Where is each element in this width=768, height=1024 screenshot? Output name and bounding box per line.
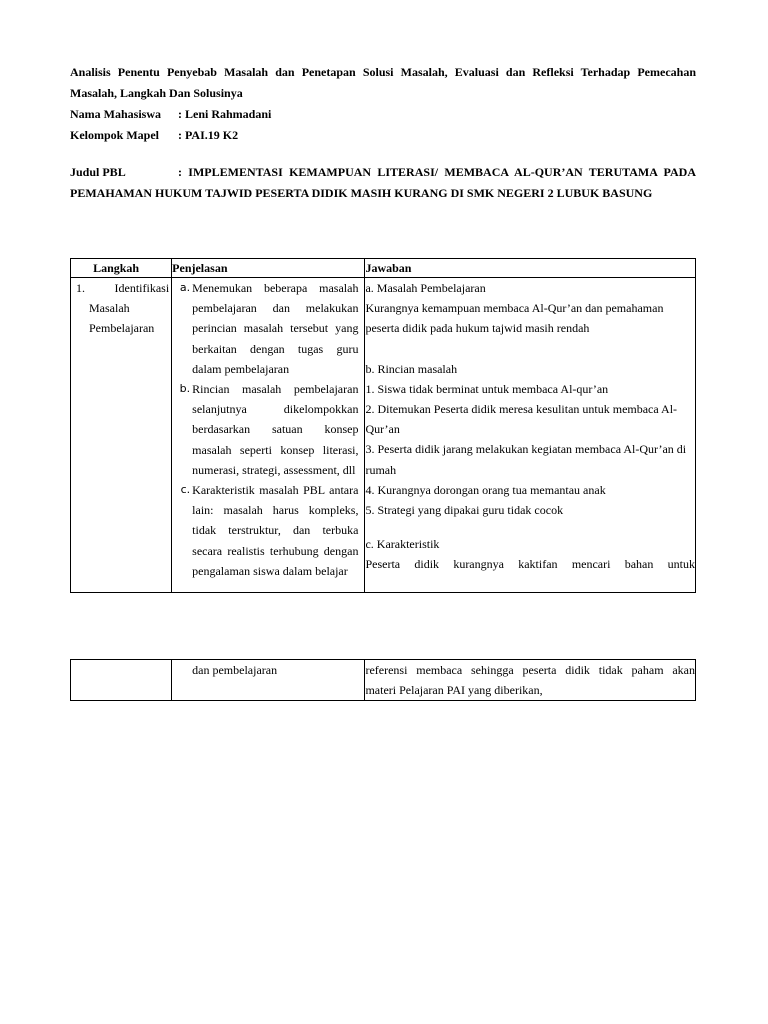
penjelasan-cell (172, 278, 365, 593)
list-item: 4. Kurangnya dorongan orang tua memantau anak (365, 482, 606, 497)
header-jawaban: Jawaban (365, 259, 696, 278)
subject-group-value: : PAI.19 K2 (178, 128, 239, 142)
list-item: 2. Ditemukan Peserta didik meresa kesulitan untuk membaca Al-Qur’an (365, 402, 678, 437)
list-item: c. Karakteristik masalah PBL antara lain: masalah harus kompleks, tidak terstruktur, dan terbuka secara realistis terhubung dengan pengalaman siswa dalam belajar (180, 483, 359, 578)
jawaban-cell (365, 660, 696, 701)
pbl-title-line2: PEMAHAMAN HUKUM TAJWID PESERTA DIDIK MASIH KURANG DI SMK NEGERI 2 LUBUK BASUNG (70, 186, 653, 200)
step-word1: Identifikasi (114, 281, 170, 295)
subject-group-label: Kelompok Mapel (70, 128, 159, 142)
analysis-table (70, 258, 696, 593)
section-text: Peserta didik kurangnya kaktifan mencari bahan untuk (365, 557, 695, 572)
list-item: 1. Siswa tidak berminat untuk membaca Al-qur’an (365, 381, 609, 396)
penjelasan-cell (172, 660, 365, 701)
pbl-title-line1: : IMPLEMENTASI KEMAMPUAN LITERASI/ MEMBACA AL-QUR’AN TERUTAMA PADA (178, 165, 696, 179)
table-row (71, 660, 696, 701)
header-penjelasan: Penjelasan (172, 259, 365, 278)
student-name-row (70, 104, 696, 125)
table-row (71, 278, 696, 593)
list-item: b. Rincian masalah pembelajaran selanjutnya dikelompokkan berdasarkan satuan konsep masalah seperti konsep literasi, numerasi, strategi, assessment, dll (179, 382, 359, 477)
document-header (70, 62, 696, 146)
continued-text: referensi membaca sehingga peserta didik tidak paham akan (365, 663, 695, 677)
step-word3: Pembelajaran (89, 321, 155, 336)
continued-text: materi Pelajaran PAI yang diberikan, (365, 683, 543, 698)
section-heading: c. Karakteristik (365, 537, 440, 552)
section-heading: b. Rincian masalah (365, 361, 458, 376)
analysis-table-continued (70, 659, 696, 701)
header-langkah: Langkah (71, 259, 172, 278)
pbl-title-label: Judul PBL (70, 165, 126, 179)
list-item: a. Menemukan beberapa masalah pembelajaran dan melakukan perincian masalah tersebut yang berkaitan dengan tugas guru dalam pembelajaran (179, 281, 359, 376)
section-text: Kurangnya kemampuan membaca Al-Qur’an dan pemahaman peserta didik pada hukum tajwid masih rendah (365, 301, 664, 336)
student-name-label: Nama Mahasiswa (70, 107, 162, 121)
list-item: 3. Peserta didik jarang melakukan kegiatan membaca Al-Qur’an di rumah (365, 442, 687, 477)
langkah-cell-empty (71, 660, 172, 701)
jawaban-cell (365, 278, 696, 593)
subject-group-row (70, 125, 696, 146)
pbl-title-block (70, 162, 696, 204)
table-header-row (71, 259, 696, 278)
section-heading: a. Masalah Pembelajaran (365, 281, 486, 295)
document-title: Analisis Penentu Penyebab Masalah dan Penetapan Solusi Masalah, Evaluasi dan Refleksi Terhadap Pemecahan Masalah, Langkah Dan Solusinya (70, 65, 696, 100)
student-name-value: : Leni Rahmadani (178, 107, 272, 121)
langkah-cell (71, 278, 172, 593)
continued-text: dan pembelajaran (192, 663, 278, 677)
list-item: 5. Strategi yang dipakai guru tidak cocok (365, 503, 564, 518)
step-word2: Masalah (89, 301, 130, 316)
step-number: 1. (76, 281, 85, 295)
